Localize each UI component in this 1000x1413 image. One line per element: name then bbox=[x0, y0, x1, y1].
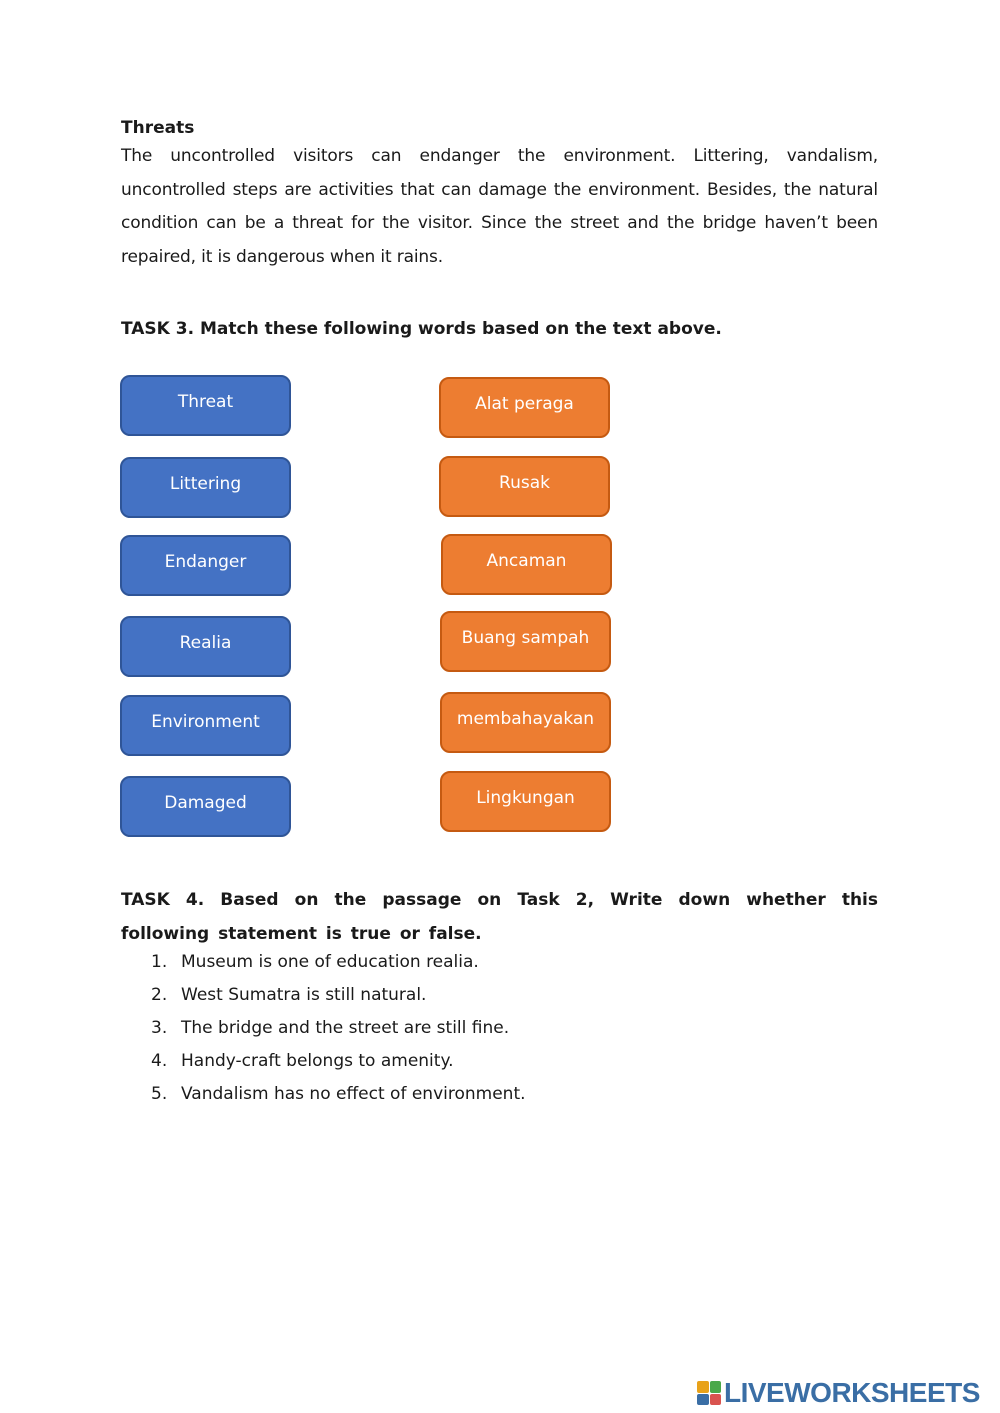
match-left-label: Realia bbox=[179, 633, 232, 653]
match-left-littering[interactable] bbox=[120, 457, 291, 518]
task3-title: TASK 3. Match these following words based on the text above. bbox=[121, 319, 722, 339]
list-item-number: 1. bbox=[151, 952, 168, 972]
list-item-number: 2. bbox=[151, 985, 168, 1005]
match-right-alat-peraga[interactable] bbox=[439, 377, 610, 438]
match-right-label: membahayakan bbox=[456, 709, 595, 729]
list-item bbox=[121, 985, 526, 1018]
match-left-label: Littering bbox=[169, 474, 242, 494]
match-left-threat[interactable] bbox=[120, 375, 291, 436]
match-left-damaged[interactable] bbox=[120, 776, 291, 837]
match-right-lingkungan[interactable] bbox=[440, 771, 611, 832]
logo-square bbox=[697, 1394, 709, 1406]
list-item-text: Handy-craft belongs to amenity. bbox=[181, 1051, 454, 1071]
logo-square bbox=[697, 1381, 709, 1393]
match-left-realia[interactable] bbox=[120, 616, 291, 677]
match-right-label: Buang sampah bbox=[461, 628, 590, 648]
liveworksheets-logo-icon bbox=[697, 1381, 721, 1405]
list-item bbox=[121, 1084, 526, 1117]
match-right-rusak[interactable] bbox=[439, 456, 610, 517]
match-left-endanger[interactable] bbox=[120, 535, 291, 596]
match-left-label: Environment bbox=[151, 712, 260, 732]
list-item-number: 5. bbox=[151, 1084, 168, 1104]
match-right-label: Lingkungan bbox=[476, 788, 575, 808]
match-left-environment[interactable] bbox=[120, 695, 291, 756]
task4-statement-list bbox=[121, 952, 526, 1117]
list-item-text: The bridge and the street are still fine. bbox=[181, 1018, 510, 1038]
match-right-label: Alat peraga bbox=[475, 394, 574, 414]
list-item bbox=[121, 952, 526, 985]
threats-paragraph: The uncontrolled visitors can endanger the environment. Littering, vandalism, uncontrolled steps are activities that can damage the environment. Besides, the natural condition can be a threat for the visitor. Since the street and the bridge haven’t been repaired, it is dangerous when it rains. bbox=[121, 146, 878, 267]
list-item-text: Museum is one of education realia. bbox=[181, 952, 479, 972]
list-item bbox=[121, 1051, 526, 1084]
match-left-label: Endanger bbox=[164, 552, 247, 572]
liveworksheets-wordmark: LIVEWORKSHEETS bbox=[724, 1377, 980, 1408]
match-right-membahayakan[interactable] bbox=[440, 692, 611, 753]
list-item bbox=[121, 1018, 526, 1051]
logo-square bbox=[710, 1381, 722, 1393]
list-item-number: 3. bbox=[151, 1018, 168, 1038]
list-item-text: West Sumatra is still natural. bbox=[181, 985, 427, 1005]
match-right-buang-sampah[interactable] bbox=[440, 611, 611, 672]
list-item-text: Vandalism has no effect of environment. bbox=[181, 1084, 526, 1104]
threats-section bbox=[121, 118, 878, 274]
match-right-ancaman[interactable] bbox=[441, 534, 612, 595]
list-item-number: 4. bbox=[151, 1051, 168, 1071]
match-left-label: Threat bbox=[177, 392, 234, 412]
match-right-label: Ancaman bbox=[486, 551, 567, 571]
logo-square bbox=[710, 1394, 722, 1406]
match-right-label: Rusak bbox=[499, 473, 550, 493]
threats-heading: Threats bbox=[121, 118, 195, 138]
match-left-label: Damaged bbox=[164, 793, 247, 813]
task4-title: TASK 4. Based on the passage on Task 2, Write down whether this following statement is true or false. bbox=[121, 890, 878, 944]
liveworksheets-brand[interactable] bbox=[697, 1377, 980, 1409]
